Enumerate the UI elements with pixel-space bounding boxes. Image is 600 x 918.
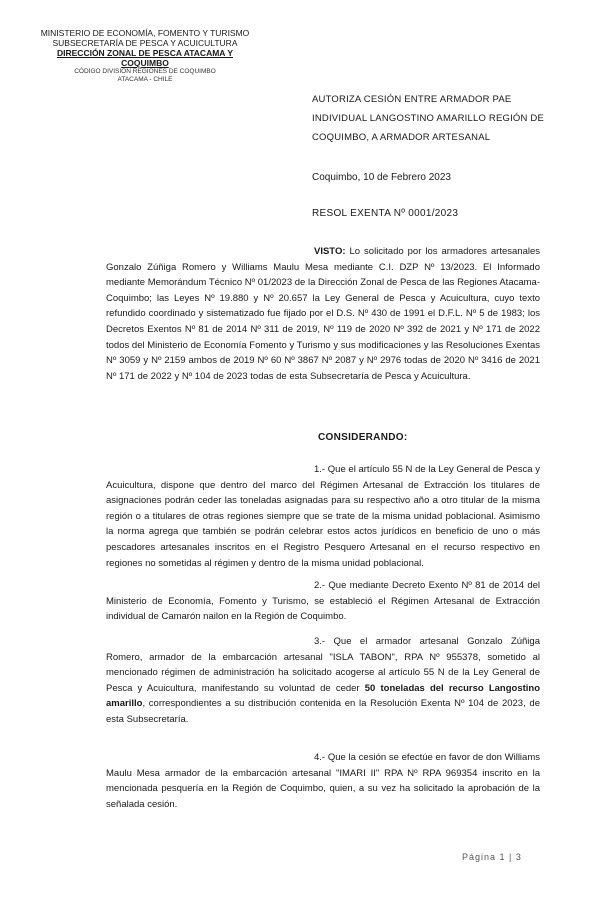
considerando-1 bbox=[106, 462, 540, 571]
directorate-name: DIRECCIÓN ZONAL DE PESCA ATACAMA Y bbox=[57, 48, 233, 58]
considerando-2 bbox=[106, 578, 540, 625]
visto-label: VISTO: bbox=[314, 246, 346, 257]
considerando-3 bbox=[106, 634, 540, 728]
page-number: Página 1 | 3 bbox=[462, 852, 522, 862]
considerando-3-text-b: , correspondientes a su distribución contenida en la Resolución Exenta Nº 104 de 2023, de esta Subsecretaría. bbox=[106, 698, 540, 725]
considerando-3-bold: 50 toneladas del recurso Langostino amarillo bbox=[106, 682, 541, 710]
resolution-number: RESOL EXENTA Nº 0001/2023 bbox=[312, 208, 459, 219]
resolution-subject: AUTORIZA CESIÓN ENTRE ARMADOR PAE INDIVIDUAL LANGOSTINO AMARILLO REGIÓN DE COQUIMBO, A ARMADOR ARTESANAL bbox=[312, 94, 545, 143]
directorate-region: COQUIMBO bbox=[121, 58, 169, 68]
considerando-4 bbox=[106, 750, 540, 812]
considerando-heading: CONSIDERANDO: bbox=[318, 432, 408, 443]
letterhead bbox=[40, 28, 250, 84]
ministry-name: MINISTERIO DE ECONOMÍA, FOMENTO Y TURISMO bbox=[40, 28, 250, 38]
address-line-2: ATACAMA - CHILE bbox=[117, 76, 173, 83]
visto-text: Lo solicitado por los armadores artesanales Gonzalo Zúñiga Romero y Williams Maulu Mesa mediante C.I. DZP Nº 13/2023. El Informado mediante Memorándum Técnico Nº 01/2023 de la Dirección Zonal de Pesca de las Regiones Atacama-Coquimbo; las Leyes Nº 19.880 y Nº 20.657 la Ley General de Pesca y Acuicultura, cuyo texto refundido coordinado y sistematizado fue fijado por el D.S. Nº 430 de 1991 el D.F.L. Nº 5 de 1983; los Decretos Exentos Nº 81 de 2014 Nº 311 de 2019, Nº 119 de 2020 Nº 392 de 2021 y Nº 171 de 2022 todos del Ministerio de Economía Fomento y Turismo y sus modificaciones y las Resoluciones Exentas Nº 3059 y Nº 2159 ambos de 2019 Nº 60 Nº 3867 Nº 2087 y Nº 2976 todas de 2020 Nº 3416 de 2021 Nº 171 de 2022 y Nº 104 de 2023 todas de esta Subsecretaría de Pesca y Acuicultura. bbox=[106, 246, 541, 382]
considerando-1-text: 1.- Que el artículo 55 N de la Ley General de Pesca y Acuicultura, dispone que dentro del marco del Régimen Artesanal de Extracción los titulares de asignaciones podrán ceder las toneladas asignadas para su respectivo año a otro titular de la misma región o a titulares de otras regiones siempre que se trate de la misma unidad poblacional. Asimismo la norma agrega que también se podrán celebrar estos actos jurídicos en beneficio de uno o más pescadores artesanales inscritos en el Registro Pesquero Artesanal en el recurso respectivo en regiones no sometidas al régimen y dentro de la misma unidad poblacional. bbox=[106, 464, 540, 569]
considerando-2-text: 2.- Que mediante Decreto Exento Nº 81 de 2014 del Ministerio de Economía, Fomento y Turismo, se estableció el Régimen Artesanal de Extracción individual de Camarón nailon en la Región de Coquimbo. bbox=[106, 580, 540, 623]
address-line-1: CÓDIGO DIVISIÓN REGIONES DE COQUIMBO bbox=[74, 68, 216, 75]
visto-paragraph bbox=[106, 244, 540, 384]
issue-date: Coquimbo, 10 de Febrero 2023 bbox=[312, 172, 451, 183]
considerando-4-text: 4.- Que la cesión se efectúe en favor de don Williams Maulu Mesa armador de la embarcación artesanal "IMARI II" RPA Nº RPA 969354 inscrito en la mencionada pesquería en la Región de Coquimbo, quien, a su vez ha solicitado la aprobación de la señalada cesión. bbox=[106, 752, 540, 810]
undersecretary-name: SUBSECRETARÍA DE PESCA Y ACUICULTURA bbox=[52, 38, 238, 48]
considerando-3-text-a: 3.- Que el armador artesanal Gonzalo Zúñiga Romero, armador de la embarcación artesanal "ISLA TABON", RPA Nº 955378, sometido al mencionado régimen de administración ha solicitado acogerse al artículo 55 N de la Ley General de Pesca y Acuicultura, manifestando su voluntad de ceder bbox=[106, 636, 540, 694]
